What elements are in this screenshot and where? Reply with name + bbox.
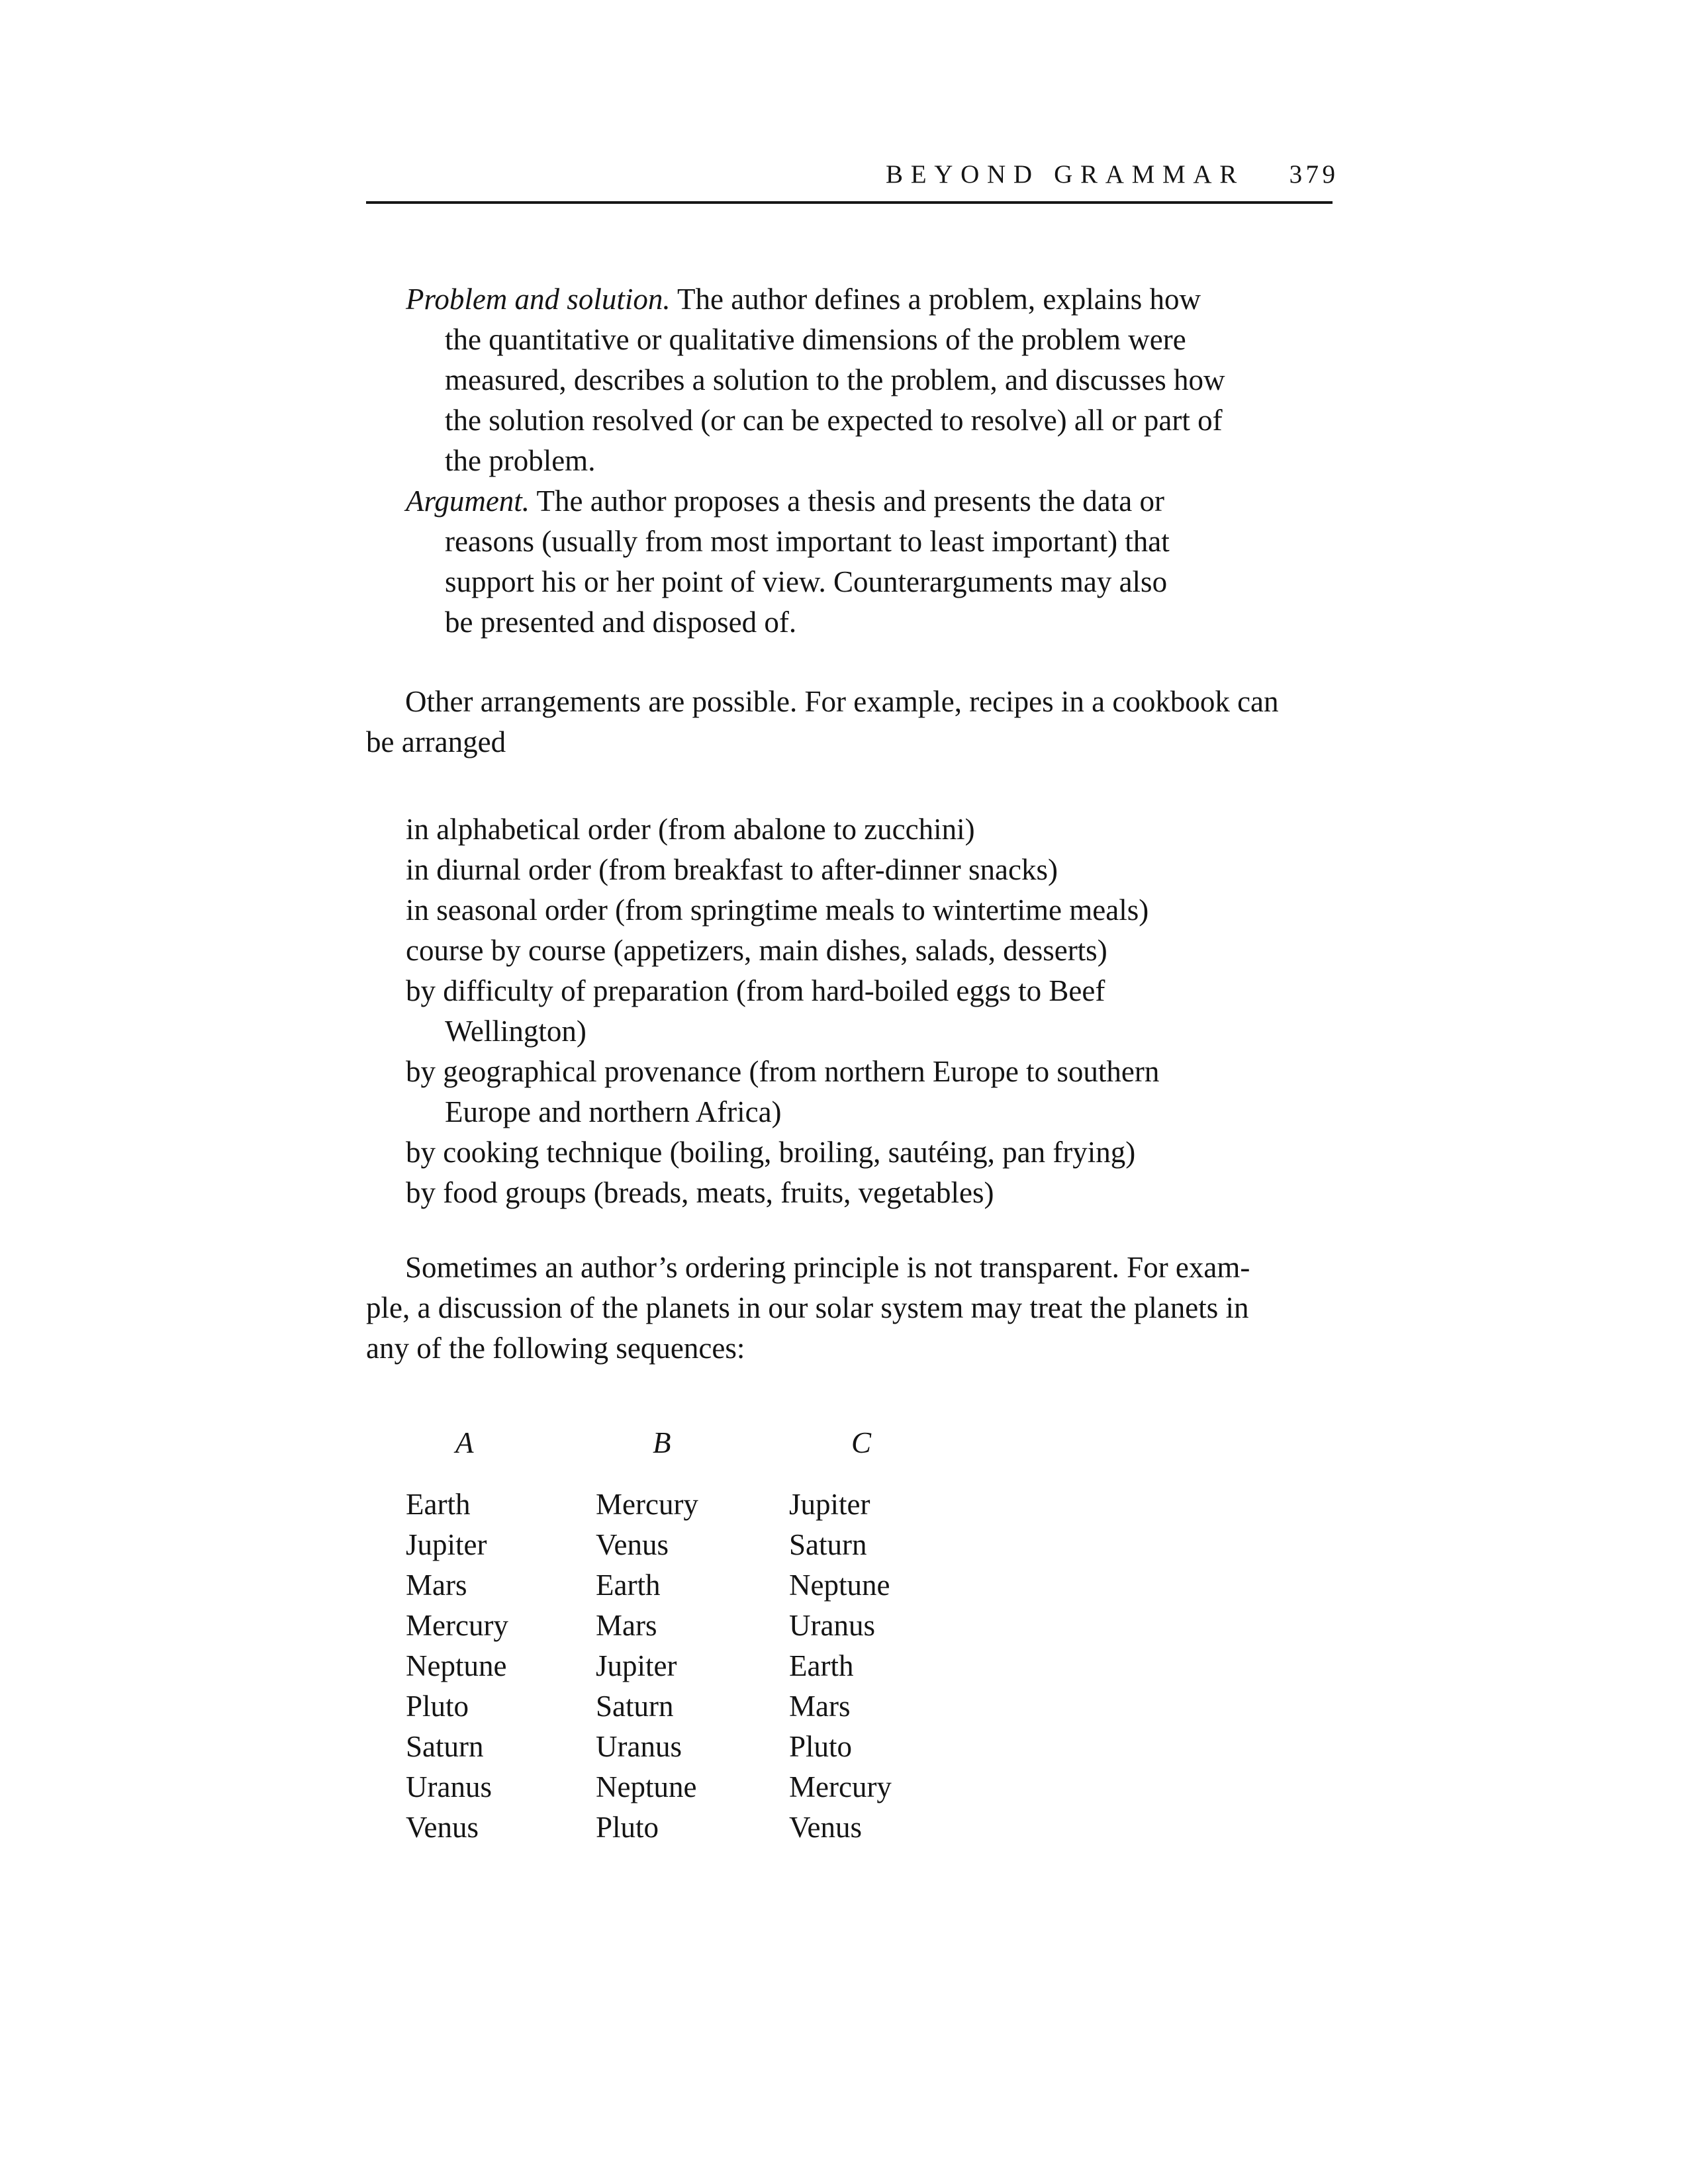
planet-cell: Venus <box>789 1811 862 1844</box>
list-line: by cooking technique (boiling, broiling, sautéing, pan frying) <box>406 1136 1136 1169</box>
planet-cell: Saturn <box>596 1690 674 1723</box>
planet-cell: Earth <box>596 1569 661 1602</box>
column-header-a: A <box>455 1426 474 1459</box>
planet-cell: Venus <box>406 1811 479 1844</box>
page-number: 379 <box>1289 160 1339 189</box>
planet-cell: Mars <box>789 1690 851 1723</box>
list-line: by difficulty of preparation (from hard-boiled eggs to Beef <box>406 974 1105 1007</box>
planet-cell: Neptune <box>789 1569 890 1602</box>
list-line: by food groups (breads, meats, fruits, vegetables) <box>406 1176 994 1209</box>
planet-cell: Mars <box>596 1609 657 1642</box>
planet-cell: Mercury <box>596 1488 698 1521</box>
definition-line: the problem. <box>445 444 596 477</box>
paragraph-sometimes <box>366 1248 1333 1369</box>
paragraph-other-arrangements <box>366 682 1333 762</box>
paragraph-line: Sometimes an author’s ordering principle is not transparent. For exam- <box>405 1251 1250 1284</box>
planet-cell: Neptune <box>406 1649 507 1682</box>
list-line: in alphabetical order (from abalone to zucchini) <box>406 813 975 846</box>
definition-term: Problem and solution. <box>406 283 671 316</box>
paragraph-line: ple, a discussion of the planets in our solar system may treat the planets in <box>366 1291 1249 1324</box>
planet-cell: Jupiter <box>596 1649 677 1682</box>
column-header-b: B <box>653 1426 671 1459</box>
planet-cell: Mercury <box>406 1609 508 1642</box>
planet-cell: Earth <box>789 1649 854 1682</box>
definition-text: The author proposes a thesis and presents the data or <box>530 484 1164 518</box>
planet-table <box>366 1484 1333 1855</box>
definition-item-first-line <box>406 279 1333 320</box>
planet-cell: Uranus <box>596 1730 682 1763</box>
list-line: in seasonal order (from springtime meals to wintertime meals) <box>406 893 1149 927</box>
running-header-title: BEYOND GRAMMAR <box>886 160 1244 189</box>
planet-cell: Saturn <box>789 1528 867 1561</box>
list-line: course by course (appetizers, main dishes, salads, desserts) <box>406 934 1107 967</box>
list-line: in diurnal order (from breakfast to after-dinner snacks) <box>406 853 1058 886</box>
definition-text: The author defines a problem, explains how <box>670 283 1201 316</box>
planet-cell: Pluto <box>596 1811 659 1844</box>
planet-cell: Jupiter <box>789 1488 870 1521</box>
definition-line: the quantitative or qualitative dimensions of the problem were <box>445 323 1186 356</box>
planet-cell: Jupiter <box>406 1528 487 1561</box>
planet-cell: Mars <box>406 1569 467 1602</box>
definition-line: support his or her point of view. Counterarguments may also <box>445 565 1168 598</box>
list-line-continuation: Wellington) <box>445 1015 586 1048</box>
list-line: by geographical provenance (from northern Europe to southern <box>406 1055 1160 1088</box>
definition-list <box>366 279 1333 643</box>
header-rule <box>366 201 1333 204</box>
planet-column-c <box>789 1484 892 1848</box>
definition-line: the solution resolved (or can be expected to resolve) all or part of <box>445 404 1223 437</box>
planet-cell: Earth <box>406 1488 471 1521</box>
definition-line: measured, describes a solution to the problem, and discusses how <box>445 363 1225 396</box>
paragraph-line: Other arrangements are possible. For example, recipes in a cookbook can <box>405 685 1279 718</box>
paragraph-line: be arranged <box>366 725 506 758</box>
definition-line: be presented and disposed of. <box>445 606 797 639</box>
planet-column-b <box>596 1484 698 1848</box>
definition-term: Argument. <box>406 484 530 518</box>
cookbook-list <box>366 809 1333 1213</box>
column-header-c: C <box>851 1426 872 1459</box>
planet-cell: Uranus <box>789 1609 875 1642</box>
planet-cell: Mercury <box>789 1770 892 1803</box>
definition-item-first-line <box>406 481 1333 522</box>
planet-cell: Venus <box>596 1528 669 1561</box>
planet-cell: Neptune <box>596 1770 697 1803</box>
planet-cell: Saturn <box>406 1730 484 1763</box>
planet-cell: Uranus <box>406 1770 492 1803</box>
planet-column-a <box>406 1484 508 1848</box>
planet-cell: Pluto <box>789 1730 853 1763</box>
list-line-continuation: Europe and northern Africa) <box>445 1095 782 1128</box>
planet-cell: Pluto <box>406 1690 469 1723</box>
paragraph-line: any of the following sequences: <box>366 1332 745 1365</box>
definition-line: reasons (usually from most important to least important) that <box>445 525 1170 558</box>
